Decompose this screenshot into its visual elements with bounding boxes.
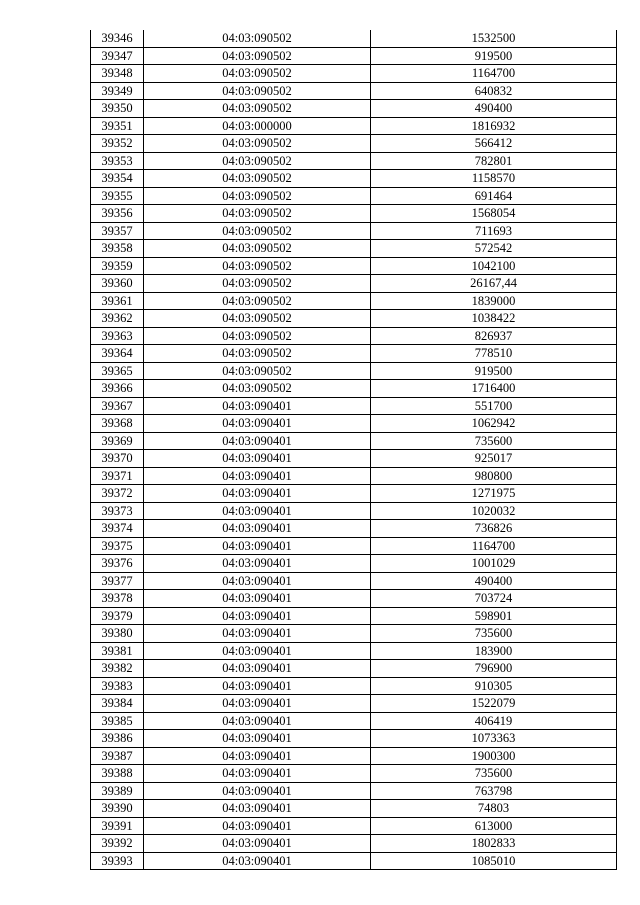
row-id-cell: 39348 — [91, 65, 144, 83]
cadastral-code-cell: 04:03:090401 — [144, 502, 371, 520]
cadastral-code-cell: 04:03:090401 — [144, 782, 371, 800]
value-cell: 74803 — [371, 800, 617, 818]
cadastral-code-cell: 04:03:090401 — [144, 765, 371, 783]
value-cell: 919500 — [371, 362, 617, 380]
cadastral-code-cell: 04:03:090502 — [144, 82, 371, 100]
value-cell: 1900300 — [371, 747, 617, 765]
table-row — [91, 502, 617, 520]
table-row — [91, 625, 617, 643]
table-row — [91, 415, 617, 433]
cadastral-code-cell: 04:03:090502 — [144, 257, 371, 275]
cadastral-code-cell: 04:03:090502 — [144, 240, 371, 258]
registry-table — [90, 30, 617, 870]
table-row — [91, 520, 617, 538]
row-id-cell: 39359 — [91, 257, 144, 275]
row-id-cell: 39377 — [91, 572, 144, 590]
cadastral-code-cell: 04:03:090401 — [144, 572, 371, 590]
cadastral-code-cell: 04:03:090401 — [144, 817, 371, 835]
table-row — [91, 65, 617, 83]
value-cell: 796900 — [371, 660, 617, 678]
table-row — [91, 765, 617, 783]
cadastral-code-cell: 04:03:090401 — [144, 485, 371, 503]
table-row — [91, 800, 617, 818]
value-cell: 640832 — [371, 82, 617, 100]
cadastral-code-cell: 04:03:090502 — [144, 65, 371, 83]
cadastral-code-cell: 04:03:090502 — [144, 345, 371, 363]
row-id-cell: 39362 — [91, 310, 144, 328]
row-id-cell: 39355 — [91, 187, 144, 205]
row-id-cell: 39350 — [91, 100, 144, 118]
cadastral-code-cell: 04:03:090401 — [144, 520, 371, 538]
table-row — [91, 677, 617, 695]
cadastral-code-cell: 04:03:090401 — [144, 800, 371, 818]
table-row — [91, 100, 617, 118]
row-id-cell: 39388 — [91, 765, 144, 783]
value-cell: 735600 — [371, 765, 617, 783]
table-row — [91, 47, 617, 65]
row-id-cell: 39364 — [91, 345, 144, 363]
value-cell: 925017 — [371, 450, 617, 468]
value-cell: 26167,44 — [371, 275, 617, 293]
table-row — [91, 205, 617, 223]
row-id-cell: 39378 — [91, 590, 144, 608]
value-cell: 735600 — [371, 432, 617, 450]
value-cell: 566412 — [371, 135, 617, 153]
row-id-cell: 39347 — [91, 47, 144, 65]
row-id-cell: 39380 — [91, 625, 144, 643]
table-row — [91, 170, 617, 188]
value-cell: 1085010 — [371, 852, 617, 870]
value-cell: 1164700 — [371, 65, 617, 83]
table-row — [91, 292, 617, 310]
row-id-cell: 39382 — [91, 660, 144, 678]
row-id-cell: 39381 — [91, 642, 144, 660]
table-row — [91, 222, 617, 240]
row-id-cell: 39373 — [91, 502, 144, 520]
value-cell: 1158570 — [371, 170, 617, 188]
row-id-cell: 39371 — [91, 467, 144, 485]
value-cell: 551700 — [371, 397, 617, 415]
table-row — [91, 117, 617, 135]
value-cell: 1038422 — [371, 310, 617, 328]
cadastral-code-cell: 04:03:090401 — [144, 677, 371, 695]
row-id-cell: 39383 — [91, 677, 144, 695]
cadastral-code-cell: 04:03:000000 — [144, 117, 371, 135]
row-id-cell: 39393 — [91, 852, 144, 870]
table-row — [91, 485, 617, 503]
table-row — [91, 397, 617, 415]
table-row — [91, 362, 617, 380]
value-cell: 826937 — [371, 327, 617, 345]
cadastral-code-cell: 04:03:090401 — [144, 747, 371, 765]
table-row — [91, 555, 617, 573]
cadastral-code-cell: 04:03:090401 — [144, 590, 371, 608]
row-id-cell: 39351 — [91, 117, 144, 135]
row-id-cell: 39358 — [91, 240, 144, 258]
value-cell: 980800 — [371, 467, 617, 485]
row-id-cell: 39374 — [91, 520, 144, 538]
cadastral-code-cell: 04:03:090502 — [144, 152, 371, 170]
row-id-cell: 39379 — [91, 607, 144, 625]
table-row — [91, 695, 617, 713]
value-cell: 598901 — [371, 607, 617, 625]
row-id-cell: 39389 — [91, 782, 144, 800]
value-cell: 1568054 — [371, 205, 617, 223]
cadastral-code-cell: 04:03:090401 — [144, 607, 371, 625]
value-cell: 1532500 — [371, 30, 617, 47]
table-row — [91, 152, 617, 170]
row-id-cell: 39367 — [91, 397, 144, 415]
row-id-cell: 39384 — [91, 695, 144, 713]
table-row — [91, 380, 617, 398]
row-id-cell: 39352 — [91, 135, 144, 153]
cadastral-code-cell: 04:03:090401 — [144, 835, 371, 853]
row-id-cell: 39357 — [91, 222, 144, 240]
table-row — [91, 607, 617, 625]
value-cell: 1164700 — [371, 537, 617, 555]
table-row — [91, 537, 617, 555]
row-id-cell: 39361 — [91, 292, 144, 310]
registry-table-body — [91, 30, 617, 870]
cadastral-code-cell: 04:03:090502 — [144, 30, 371, 47]
table-row — [91, 747, 617, 765]
value-cell: 490400 — [371, 100, 617, 118]
cadastral-code-cell: 04:03:090401 — [144, 852, 371, 870]
value-cell: 782801 — [371, 152, 617, 170]
cadastral-code-cell: 04:03:090401 — [144, 432, 371, 450]
cadastral-code-cell: 04:03:090401 — [144, 625, 371, 643]
value-cell: 703724 — [371, 590, 617, 608]
value-cell: 1716400 — [371, 380, 617, 398]
cadastral-code-cell: 04:03:090502 — [144, 222, 371, 240]
value-cell: 1073363 — [371, 730, 617, 748]
value-cell: 691464 — [371, 187, 617, 205]
table-row — [91, 817, 617, 835]
table-row — [91, 852, 617, 870]
value-cell: 1839000 — [371, 292, 617, 310]
table-row — [91, 730, 617, 748]
value-cell: 735600 — [371, 625, 617, 643]
row-id-cell: 39390 — [91, 800, 144, 818]
table-row — [91, 310, 617, 328]
cadastral-code-cell: 04:03:090502 — [144, 205, 371, 223]
row-id-cell: 39387 — [91, 747, 144, 765]
cadastral-code-cell: 04:03:090401 — [144, 415, 371, 433]
cadastral-code-cell: 04:03:090502 — [144, 275, 371, 293]
value-cell: 183900 — [371, 642, 617, 660]
row-id-cell: 39391 — [91, 817, 144, 835]
row-id-cell: 39349 — [91, 82, 144, 100]
table-row — [91, 275, 617, 293]
value-cell: 1001029 — [371, 555, 617, 573]
cadastral-code-cell: 04:03:090502 — [144, 292, 371, 310]
row-id-cell: 39376 — [91, 555, 144, 573]
value-cell: 572542 — [371, 240, 617, 258]
row-id-cell: 39369 — [91, 432, 144, 450]
value-cell: 1062942 — [371, 415, 617, 433]
cadastral-code-cell: 04:03:090401 — [144, 712, 371, 730]
cadastral-code-cell: 04:03:090502 — [144, 100, 371, 118]
table-row — [91, 782, 617, 800]
cadastral-code-cell: 04:03:090401 — [144, 695, 371, 713]
table-row — [91, 835, 617, 853]
cadastral-code-cell: 04:03:090502 — [144, 187, 371, 205]
value-cell: 1020032 — [371, 502, 617, 520]
value-cell: 1816932 — [371, 117, 617, 135]
table-row — [91, 240, 617, 258]
row-id-cell: 39366 — [91, 380, 144, 398]
row-id-cell: 39385 — [91, 712, 144, 730]
table-row — [91, 30, 617, 47]
value-cell: 1042100 — [371, 257, 617, 275]
value-cell: 490400 — [371, 572, 617, 590]
row-id-cell: 39354 — [91, 170, 144, 188]
value-cell: 1522079 — [371, 695, 617, 713]
cadastral-code-cell: 04:03:090502 — [144, 327, 371, 345]
cadastral-code-cell: 04:03:090502 — [144, 380, 371, 398]
value-cell: 778510 — [371, 345, 617, 363]
cadastral-code-cell: 04:03:090401 — [144, 397, 371, 415]
row-id-cell: 39392 — [91, 835, 144, 853]
table-row — [91, 135, 617, 153]
row-id-cell: 39360 — [91, 275, 144, 293]
row-id-cell: 39353 — [91, 152, 144, 170]
cadastral-code-cell: 04:03:090401 — [144, 660, 371, 678]
value-cell: 711693 — [371, 222, 617, 240]
cadastral-code-cell: 04:03:090401 — [144, 537, 371, 555]
value-cell: 406419 — [371, 712, 617, 730]
cadastral-code-cell: 04:03:090401 — [144, 730, 371, 748]
value-cell: 613000 — [371, 817, 617, 835]
table-row — [91, 345, 617, 363]
table-row — [91, 257, 617, 275]
cadastral-code-cell: 04:03:090502 — [144, 47, 371, 65]
row-id-cell: 39370 — [91, 450, 144, 468]
row-id-cell: 39356 — [91, 205, 144, 223]
table-row — [91, 660, 617, 678]
table-row — [91, 642, 617, 660]
table-row — [91, 187, 617, 205]
value-cell: 1802833 — [371, 835, 617, 853]
cadastral-code-cell: 04:03:090401 — [144, 450, 371, 468]
table-row — [91, 712, 617, 730]
value-cell: 736826 — [371, 520, 617, 538]
value-cell: 910305 — [371, 677, 617, 695]
cadastral-code-cell: 04:03:090502 — [144, 135, 371, 153]
value-cell: 1271975 — [371, 485, 617, 503]
table-row — [91, 450, 617, 468]
table-row — [91, 82, 617, 100]
cadastral-code-cell: 04:03:090502 — [144, 362, 371, 380]
cadastral-code-cell: 04:03:090401 — [144, 467, 371, 485]
value-cell: 919500 — [371, 47, 617, 65]
cadastral-code-cell: 04:03:090401 — [144, 555, 371, 573]
value-cell: 763798 — [371, 782, 617, 800]
cadastral-code-cell: 04:03:090502 — [144, 170, 371, 188]
row-id-cell: 39368 — [91, 415, 144, 433]
table-row — [91, 572, 617, 590]
table-row — [91, 467, 617, 485]
row-id-cell: 39346 — [91, 30, 144, 47]
table-row — [91, 432, 617, 450]
row-id-cell: 39372 — [91, 485, 144, 503]
table-row — [91, 327, 617, 345]
cadastral-code-cell: 04:03:090502 — [144, 310, 371, 328]
row-id-cell: 39363 — [91, 327, 144, 345]
row-id-cell: 39375 — [91, 537, 144, 555]
table-row — [91, 590, 617, 608]
row-id-cell: 39365 — [91, 362, 144, 380]
row-id-cell: 39386 — [91, 730, 144, 748]
cadastral-code-cell: 04:03:090401 — [144, 642, 371, 660]
